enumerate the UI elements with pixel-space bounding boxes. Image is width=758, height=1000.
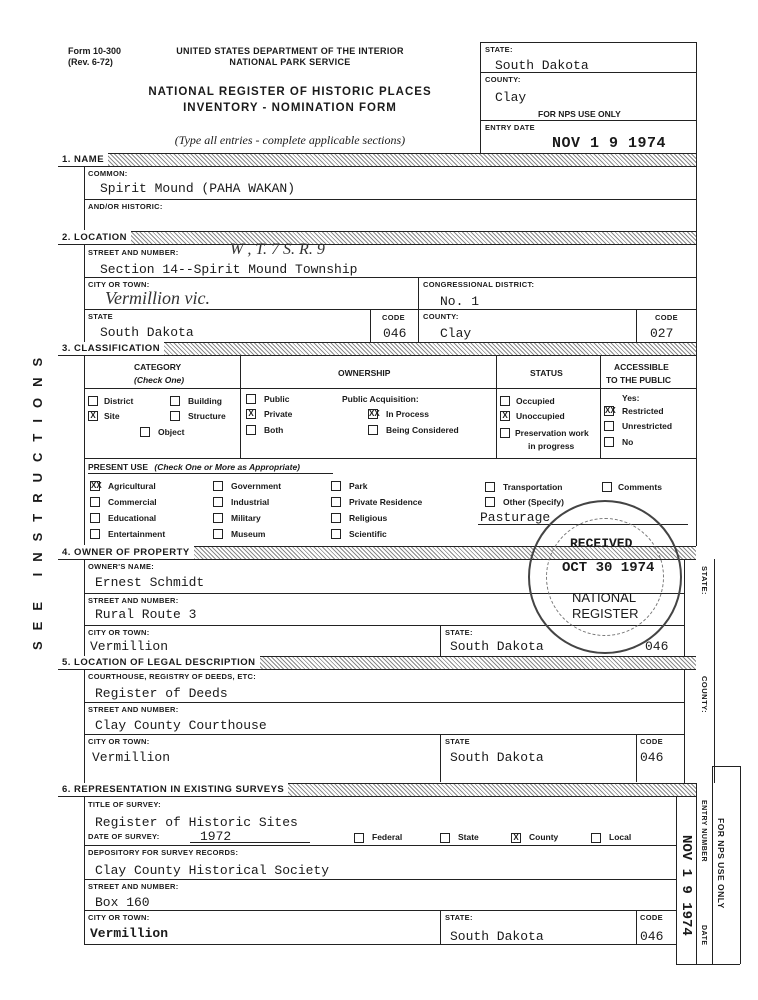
courthouse-value: Register of Deeds: [95, 686, 228, 701]
form-title: [120, 84, 460, 116]
access-unrestricted-checkbox[interactable]: [604, 421, 614, 431]
ownership-private-label: Private: [264, 409, 293, 419]
use-religious-label: Religious: [349, 513, 388, 523]
owner-name-label: OWNER'S NAME:: [88, 562, 155, 571]
section-2-bar: [58, 231, 696, 245]
depository-city-value: Vermillion: [90, 926, 169, 941]
survey-title-label: TITLE OF SURVEY:: [88, 800, 161, 809]
legal-code-label: CODE: [640, 737, 663, 746]
use-educational-label: Educational: [108, 513, 157, 523]
county-value: Clay: [440, 326, 472, 341]
legal-city-value: Vermillion: [92, 750, 171, 765]
county-label: COUNTY:: [423, 312, 459, 321]
use-religious-checkbox[interactable]: [331, 513, 341, 523]
survey-state-label: State: [458, 832, 479, 842]
ownership-both-label: Both: [264, 425, 284, 435]
ownership-public-checkbox[interactable]: [246, 394, 256, 404]
use-private-residence-label: Private Residence: [349, 497, 423, 507]
use-scientific-checkbox[interactable]: [331, 529, 341, 539]
use-government-checkbox[interactable]: [213, 481, 223, 491]
city-handwritten-value: Vermillion vic.: [105, 288, 210, 308]
acquisition-in-process-checkbox[interactable]: XX: [369, 409, 380, 418]
use-other-label: Other (Specify): [503, 497, 564, 507]
category-district-label: District: [104, 396, 134, 406]
survey-title-value: Register of Historic Sites: [95, 815, 298, 830]
present-use-heading: [88, 462, 300, 472]
section-3-heading: 3. CLASSIFICATION: [58, 342, 164, 355]
agency-line-1: UNITED STATES DEPARTMENT OF THE INTERIOR: [176, 46, 404, 56]
legal-street-label: STREET AND NUMBER:: [88, 705, 179, 714]
courthouse-label: COURTHOUSE, REGISTRY OF DEEDS, ETC:: [88, 672, 257, 681]
common-label: COMMON:: [88, 169, 128, 178]
use-agricultural-checkbox[interactable]: XX: [91, 481, 102, 490]
public-acquisition-label: Public Acquisition:: [342, 394, 419, 404]
congressional-district-label: CONGRESSIONAL DISTRICT:: [423, 280, 535, 289]
ownership-title: OWNERSHIP: [338, 368, 391, 378]
state-label: STATE: [88, 312, 113, 321]
acquisition-in-process-label: In Process: [386, 409, 429, 419]
ownership-private-checkbox[interactable]: X: [246, 409, 256, 419]
depository-label: DEPOSITORY FOR SURVEY RECORDS:: [88, 848, 239, 857]
category-building-label: Building: [188, 396, 222, 406]
depository-state-label: STATE:: [445, 913, 473, 922]
depository-code-value: 046: [640, 929, 664, 944]
form-title-line-1: NATIONAL REGISTER OF HISTORIC PLACES: [148, 86, 432, 98]
use-entertainment-checkbox[interactable]: [90, 529, 100, 539]
depository-code-label: CODE: [640, 913, 663, 922]
congressional-district-value: No. 1: [440, 294, 480, 309]
owner-state-label: STATE:: [445, 628, 473, 637]
entry-date-label: ENTRY DATE: [485, 123, 535, 132]
state-code-value: 046: [383, 326, 407, 341]
owner-state-value: South Dakota: [450, 639, 544, 654]
access-unrestricted-label: Unrestricted: [622, 421, 673, 431]
use-private-residence-checkbox[interactable]: [331, 497, 341, 507]
owner-street-label: STREET AND NUMBER:: [88, 596, 179, 605]
survey-date-value: 1972: [200, 829, 232, 844]
access-restricted-checkbox[interactable]: XX: [605, 406, 616, 415]
side-date-stamp: NOV 1 9 1974: [678, 835, 694, 936]
survey-local-checkbox[interactable]: [591, 833, 601, 843]
stamp-date: OCT 30 1974: [562, 560, 655, 576]
owner-street-value: Rural Route 3: [95, 607, 197, 622]
stamp-register: REGISTER: [572, 606, 639, 621]
use-transportation-checkbox[interactable]: [485, 482, 495, 492]
form-revision: (Rev. 6-72): [68, 57, 113, 67]
agency-line-2: NATIONAL PARK SERVICE: [229, 57, 351, 67]
use-comments-label: Comments: [618, 482, 662, 492]
category-object-label: Object: [158, 427, 185, 437]
use-transportation-label: Transportation: [503, 482, 563, 492]
present-use-label: PRESENT USE: [88, 462, 148, 472]
access-no-checkbox[interactable]: [604, 437, 614, 447]
side-state-label: STATE:: [700, 566, 709, 595]
section-6-heading: 6. REPRESENTATION IN EXISTING SURVEYS: [58, 783, 288, 796]
section-1-heading: 1. NAME: [58, 153, 108, 166]
use-government-label: Government: [231, 481, 282, 491]
street-label: STREET AND NUMBER:: [88, 248, 179, 257]
street-value: Section 14--Spirit Mound Township: [100, 262, 358, 277]
use-commercial-label: Commercial: [108, 497, 157, 507]
category-object-checkbox[interactable]: [140, 427, 150, 437]
form-instructions: (Type all entries - complete applicable sections): [174, 133, 406, 147]
use-museum-checkbox[interactable]: [213, 529, 223, 539]
ownership-public-label: Public: [264, 394, 290, 404]
nps-state-value: South Dakota: [495, 58, 589, 73]
common-name-value: Spirit Mound (PAHA WAKAN): [100, 181, 296, 196]
nps-county-value: Clay: [495, 90, 527, 105]
category-building-checkbox[interactable]: [170, 396, 180, 406]
side-date-label: DATE: [700, 925, 707, 946]
form-number: [68, 46, 121, 68]
depository-city-label: CITY OR TOWN:: [88, 913, 150, 922]
survey-federal-checkbox[interactable]: [354, 833, 364, 843]
category-district-checkbox[interactable]: [88, 396, 98, 406]
entry-date-stamp: NOV 1 9 1974: [552, 135, 667, 152]
category-site-label: Site: [104, 411, 120, 421]
status-in-progress-label: in progress: [528, 441, 575, 451]
survey-state-checkbox[interactable]: [440, 833, 450, 843]
nps-county-label: COUNTY:: [485, 75, 521, 84]
nps-state-label: STATE:: [485, 45, 513, 54]
depository-street-value: Box 160: [95, 895, 150, 910]
acquisition-being-considered-label: Being Considered: [386, 425, 459, 435]
section-3-bar: [58, 342, 696, 356]
category-site-checkbox[interactable]: X: [88, 411, 98, 421]
category-structure-checkbox[interactable]: [170, 411, 180, 421]
received-stamp: [528, 500, 682, 654]
use-educational-checkbox[interactable]: [90, 513, 100, 523]
legal-street-value: Clay County Courthouse: [95, 718, 267, 733]
section-5-heading: 5. LOCATION OF LEGAL DESCRIPTION: [58, 656, 260, 669]
section-6-bar: [58, 783, 696, 797]
depository-state-value: South Dakota: [450, 929, 544, 944]
nps-use-only: FOR NPS USE ONLY: [538, 109, 621, 119]
use-agricultural-label: Agricultural: [108, 481, 156, 491]
use-commercial-checkbox[interactable]: [90, 497, 100, 507]
legal-code-value: 046: [640, 750, 664, 765]
city-label: CITY OR TOWN:: [88, 280, 150, 289]
use-other-checkbox[interactable]: [485, 497, 495, 507]
depository-street-label: STREET AND NUMBER:: [88, 882, 179, 891]
accessible-title-2: TO THE PUBLIC: [606, 375, 672, 385]
survey-federal-label: Federal: [372, 832, 403, 842]
access-no-label: No: [622, 437, 634, 447]
section-5-bar: [58, 656, 696, 670]
accessible-title-1: ACCESSIBLE: [614, 362, 669, 372]
status-occupied-label: Occupied: [516, 396, 555, 406]
use-comments-checkbox[interactable]: [602, 482, 612, 492]
survey-date-label: DATE OF SURVEY:: [88, 832, 160, 841]
side-nps-use-only: FOR NPS USE ONLY: [716, 818, 726, 909]
form-number-text: Form 10-300: [68, 46, 122, 56]
category-hint: (Check One): [134, 375, 185, 385]
stamp-national: NATIONAL: [572, 590, 637, 605]
owner-city-value: Vermillion: [90, 639, 169, 654]
status-title: STATUS: [530, 368, 563, 378]
owner-name-value: Ernest Schmidt: [95, 575, 205, 590]
side-entry-number: ENTRY NUMBER: [700, 800, 707, 863]
form-title-line-2: INVENTORY - NOMINATION FORM: [183, 102, 397, 114]
category-structure-label: Structure: [188, 411, 226, 421]
use-park-checkbox[interactable]: [331, 481, 341, 491]
owner-city-label: CITY OR TOWN:: [88, 628, 150, 637]
status-preservation-label: Preservation work: [515, 428, 589, 438]
use-other-value: Pasturage: [480, 510, 551, 525]
street-handwritten-note: W , T. 7 S. R. 9: [230, 241, 325, 258]
category-title: CATEGORY: [134, 362, 182, 372]
present-use-hint: (Check One or More as Appropriate): [154, 462, 301, 472]
acquisition-being-considered-checkbox[interactable]: [368, 425, 378, 435]
use-military-checkbox[interactable]: [213, 513, 223, 523]
status-unoccupied-label: Unoccupied: [516, 411, 565, 421]
legal-city-label: CITY OR TOWN:: [88, 737, 150, 746]
use-park-label: Park: [349, 481, 368, 491]
use-scientific-label: Scientific: [349, 529, 387, 539]
county-code-label: CODE: [655, 313, 678, 322]
owner-code-value: 046: [645, 639, 669, 654]
stamp-received: RECEIVED: [570, 536, 633, 551]
side-county-label: COUNTY:: [700, 676, 709, 714]
agency-block: [150, 46, 430, 68]
use-entertainment-label: Entertainment: [108, 529, 166, 539]
historic-label: AND/OR HISTORIC:: [88, 202, 163, 211]
survey-county-checkbox[interactable]: X: [511, 833, 521, 843]
access-restricted-label: Restricted: [622, 406, 664, 416]
status-preservation-checkbox[interactable]: [500, 428, 510, 438]
use-industrial-label: Industrial: [231, 497, 270, 507]
legal-state-value: South Dakota: [450, 750, 544, 765]
status-occupied-checkbox[interactable]: [500, 396, 510, 406]
state-code-label: CODE: [382, 313, 405, 322]
status-unoccupied-checkbox[interactable]: X: [500, 411, 510, 421]
section-1-bar: [58, 153, 696, 167]
ownership-both-checkbox[interactable]: [246, 425, 256, 435]
county-code-value: 027: [650, 326, 674, 341]
depository-value: Clay County Historical Society: [95, 863, 330, 878]
state-value: South Dakota: [100, 325, 194, 340]
survey-local-label: Local: [609, 832, 632, 842]
access-yes-label: Yes:: [622, 393, 640, 403]
use-industrial-checkbox[interactable]: [213, 497, 223, 507]
legal-state-label: STATE: [445, 737, 470, 746]
section-4-heading: 4. OWNER OF PROPERTY: [58, 546, 194, 559]
use-museum-label: Museum: [231, 529, 266, 539]
survey-county-label: County: [529, 832, 559, 842]
use-military-label: Military: [231, 513, 261, 523]
see-instructions-side-text: SEE INSTRUCTIONS: [30, 346, 45, 650]
section-2-heading: 2. LOCATION: [58, 231, 131, 244]
